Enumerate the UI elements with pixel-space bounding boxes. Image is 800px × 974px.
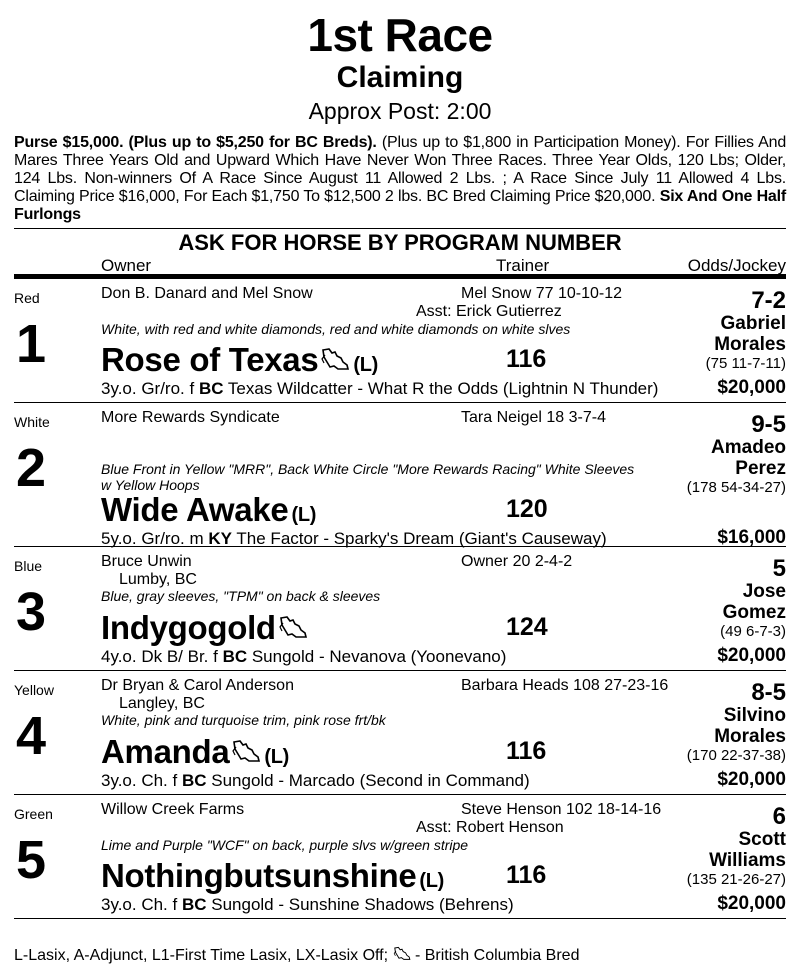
jockey-stats: (178 54-34-27) — [686, 479, 786, 496]
morning-line-odds: 7-2 — [751, 287, 786, 314]
saddle-color: Yellow — [14, 682, 54, 698]
silks: Lime and Purple "WCF" on back, purple slvs w/green stripe — [101, 837, 469, 853]
saddle-color: Green — [14, 806, 53, 822]
sire-dam: Texas Wildcatter - What R the Odds (Lightnin N Thunder) — [223, 379, 659, 398]
bred-state: BC — [222, 647, 248, 666]
race-entry — [14, 279, 786, 403]
race-title: 1st Race — [307, 9, 493, 61]
legend-text: L-Lasix, A-Adjunct, L1-First Time Lasix, LX-Lasix Off; — [14, 947, 393, 964]
horse-name-row — [101, 491, 316, 534]
jockey-last-name: Gomez — [722, 602, 786, 623]
jockey-first-name: Silvino — [723, 705, 786, 726]
jockey-last-name: Morales — [714, 726, 786, 747]
bred-state: KY — [208, 529, 232, 548]
bred-state: BC — [181, 771, 207, 790]
jockey-first-name: Jose — [742, 581, 786, 602]
horse-name: Indygogold — [101, 609, 276, 646]
assistant-trainer: Asst: Robert Henson — [416, 819, 564, 836]
weight: 116 — [506, 345, 547, 373]
odds-jockey-header: Odds/Jockey — [687, 256, 786, 275]
race-header — [0, 0, 800, 124]
horse-name: Amanda — [101, 733, 230, 770]
owner: More Rewards Syndicate — [101, 409, 280, 426]
british-columbia-icon — [278, 615, 308, 641]
weight: 116 — [506, 861, 547, 889]
jockey-last-name: Perez — [735, 458, 786, 479]
claiming-price: $20,000 — [717, 645, 786, 666]
jockey-first-name: Gabriel — [720, 313, 786, 334]
horse-name-row — [101, 341, 378, 384]
medication: (L) — [291, 504, 317, 526]
medication: (L) — [353, 354, 379, 376]
silks: White, pink and turquoise trim, pink rose frt/bk — [101, 712, 386, 728]
british-columbia-icon — [231, 739, 261, 765]
claiming-price: $16,000 — [717, 527, 786, 548]
medication: (L) — [264, 746, 290, 768]
weight: 124 — [506, 613, 548, 641]
jockey — [711, 437, 786, 479]
age-sex: 3y.o. Gr/ro. f — [101, 379, 199, 398]
owner: Bruce Unwin — [101, 553, 192, 570]
program-number: 1 — [16, 314, 47, 374]
morning-line-odds: 5 — [772, 555, 786, 582]
race-entry — [14, 547, 786, 671]
legend-bc-text: - British Columbia Bred — [410, 947, 580, 964]
medication: (L) — [419, 870, 445, 892]
purse: Purse $15,000. (Plus up to $5,250 for BC Breds). — [14, 134, 377, 151]
entries-list — [14, 279, 786, 919]
jockey — [714, 313, 786, 355]
trainer: Mel Snow 77 10-10-12 — [461, 285, 622, 302]
program-number: 4 — [16, 706, 47, 766]
horse-name-row — [101, 733, 289, 776]
sire-dam: Sungold - Sunshine Shadows (Behrens) — [206, 895, 514, 914]
owner: Willow Creek Farms — [101, 801, 245, 818]
horse-name-row — [101, 857, 444, 900]
owner: Don B. Danard and Mel Snow — [101, 285, 313, 302]
horse-name: Nothingbutsunshine — [101, 857, 417, 894]
horse-name: Rose of Texas — [101, 341, 319, 378]
race-entry — [14, 795, 786, 919]
pedigree — [101, 771, 530, 791]
jockey-stats: (135 21-26-27) — [686, 871, 786, 888]
horse-name-row — [101, 609, 308, 647]
race-entry — [14, 671, 786, 795]
british-columbia-icon — [320, 347, 350, 373]
trainer: Owner 20 2-4-2 — [461, 553, 573, 570]
trainer: Steve Henson 102 18-14-16 — [461, 801, 662, 818]
claiming-price: $20,000 — [717, 893, 786, 914]
british-columbia-icon — [393, 946, 411, 962]
morning-line-odds: 9-5 — [751, 411, 786, 438]
sire-dam: Sungold - Nevanova (Yoonevano) — [247, 647, 507, 666]
morning-line-odds: 8-5 — [751, 679, 786, 706]
age-sex: 3y.o. Ch. f — [101, 895, 182, 914]
jockey — [709, 829, 786, 871]
race-entry — [14, 403, 786, 547]
sire-dam: The Factor - Sparky's Dream (Giant's Causeway) — [232, 529, 607, 548]
jockey — [714, 705, 786, 747]
program-number: 2 — [16, 438, 47, 498]
age-sex: 5y.o. Gr/ro. m — [101, 529, 209, 548]
program-number: 3 — [16, 582, 47, 642]
jockey-stats: (75 11-7-11) — [705, 355, 786, 372]
owner-location: Lumby, BC — [119, 571, 197, 588]
jockey-stats: (170 22-37-38) — [686, 747, 786, 764]
pedigree — [101, 529, 607, 549]
owner: Dr Bryan & Carol Anderson — [101, 677, 294, 694]
ask-banner: ASK FOR HORSE BY PROGRAM NUMBER — [14, 228, 786, 255]
jockey-first-name: Scott — [738, 829, 786, 850]
saddle-color: White — [14, 414, 50, 430]
morning-line-odds: 6 — [772, 803, 786, 830]
saddle-color: Red — [14, 290, 40, 306]
race-conditions — [14, 134, 786, 224]
pedigree — [101, 647, 506, 667]
trainer: Barbara Heads 108 27-23-16 — [461, 677, 669, 694]
weight: 120 — [506, 495, 548, 523]
post-time: Approx Post: 2:00 — [308, 98, 492, 124]
bred-state: BC — [181, 895, 207, 914]
age-sex: 4y.o. Dk B/ Br. f — [101, 647, 223, 666]
silks: White, with red and white diamonds, red and white diamonds on white slves — [101, 321, 571, 337]
jockey-first-name: Amadeo — [711, 437, 786, 458]
silks: Blue, gray sleeves, "TPM" on back & sleeves — [101, 588, 381, 604]
sire-dam: Sungold - Marcado (Second in Command) — [206, 771, 530, 790]
owner-header: Owner — [101, 256, 152, 275]
owner-location: Langley, BC — [119, 695, 205, 712]
claiming-price: $20,000 — [717, 377, 786, 398]
horse-name: Wide Awake — [101, 491, 289, 528]
assistant-trainer: Asst: Erick Gutierrez — [416, 303, 562, 320]
column-headers — [14, 255, 786, 279]
age-sex: 3y.o. Ch. f — [101, 771, 182, 790]
jockey-last-name: Morales — [714, 334, 786, 355]
trainer: Tara Neigel 18 3-7-4 — [461, 409, 606, 426]
pedigree — [101, 379, 658, 399]
program-number: 5 — [16, 830, 47, 890]
claiming-price: $20,000 — [717, 769, 786, 790]
saddle-color: Blue — [14, 558, 43, 574]
conditions-text: (Plus up to $1,800 in Participation Money). For Fillies And Mares Three Years Old and Upward Which Have Never Won Three Races. Three Year Olds, 120 Lbs; Older, 124 Lbs. Non-winners Of A Race Since August 11 Allowed 2 Lbs. ; A Race Since July 11 Allowed 4 Lbs. Claiming Price $16,000, For Each $1,750 To $12,500 2 lbs. BC Bred Claiming Price $20,000. — [14, 134, 787, 205]
jockey — [723, 581, 786, 623]
trainer-header: Trainer — [496, 256, 550, 275]
silks: Blue Front in Yellow "MRR", Back White Circle "More Rewards Racing" White Sleeves w Yellow Hoops — [101, 461, 635, 493]
legend — [14, 946, 579, 965]
jockey-stats: (49 6-7-3) — [720, 623, 786, 640]
weight: 116 — [506, 737, 547, 765]
pedigree — [101, 895, 514, 915]
bred-state: BC — [198, 379, 224, 398]
race-type: Claiming — [336, 61, 464, 94]
distance: Six And One Half Furlongs — [14, 188, 787, 223]
jockey-last-name: Williams — [709, 850, 786, 871]
